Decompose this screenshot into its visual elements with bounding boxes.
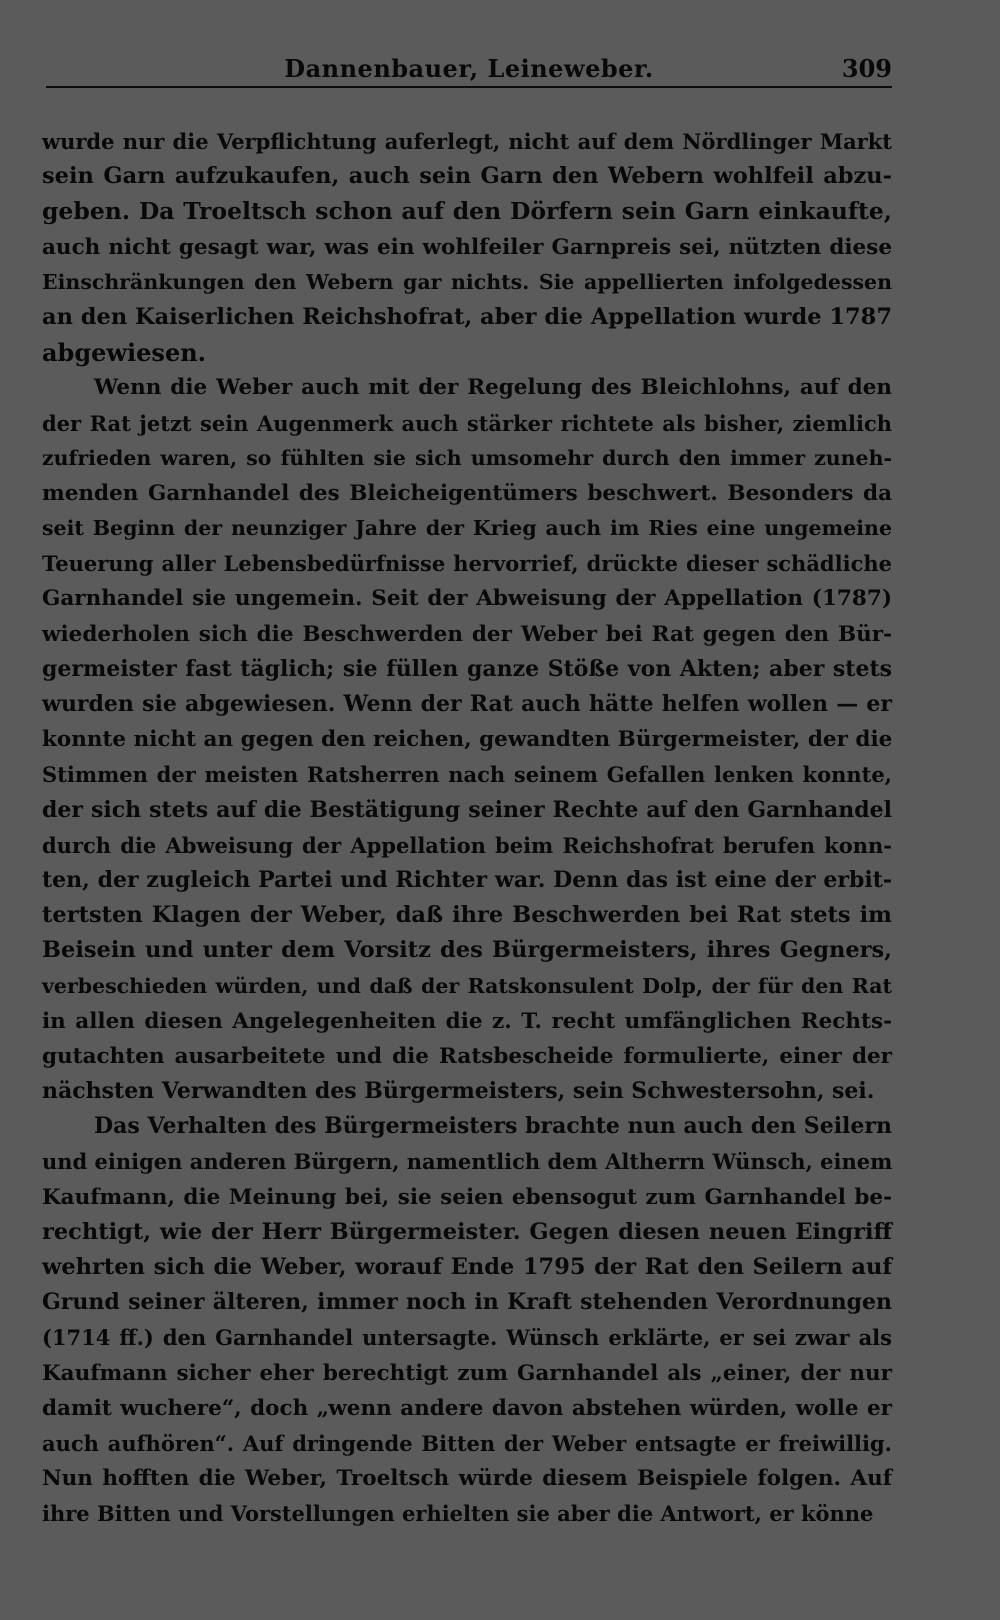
paragraph: [42, 1109, 892, 1531]
text-line: ten, der zugleich Partei und Richter war. Denn das ist eine der erbit-: [42, 866, 892, 893]
text-line: Stimmen der meisten Ratsherren nach seinem Gefallen lenken konnte,: [42, 762, 892, 788]
running-head: [46, 50, 892, 88]
text-line: konnte nicht an gegen den reichen, gewandten Bürgermeister, der die: [42, 727, 893, 753]
text-line: Nun hofften die Weber, Troeltsch würde diesem Beispiele folgen. Auf: [42, 1466, 892, 1492]
text-line: der Rat jetzt sein Augenmerk auch stärker richtete als bisher, ziemlich: [42, 410, 892, 436]
text-line: Das Verhalten des Bürgermeisters brachte nun auch den Seilern: [94, 1113, 892, 1140]
text-line: rechtigt, wie der Herr Bürgermeister. Gegen diesen neuen Eingriff: [42, 1218, 892, 1245]
text-line: Beisein und unter dem Vorsitz des Bürgermeisters, ihres Gegners,: [42, 937, 892, 964]
text-line: wurde nur die Verpflichtung auferlegt, nicht auf dem Nördlinger Markt: [42, 129, 892, 154]
text-line: menden Garnhandel des Bleicheigentümers beschwert. Besonders da: [42, 480, 892, 506]
body-text: [42, 124, 892, 1532]
text-line: wurden sie abgewiesen. Wenn der Rat auch hätte helfen wollen — er: [42, 691, 892, 717]
text-line: wiederholen sich die Beschwerden der Weber bei Rat gegen den Bür-: [42, 621, 892, 647]
text-line: (1714 ff.) den Garnhandel untersagte. Wünsch erklärte, er sei zwar als: [42, 1325, 892, 1351]
text-line: an den Kaiserlichen Reichshofrat, aber die Appellation wurde 1787: [42, 303, 892, 330]
text-line: tertsten Klagen der Weber, daß ihre Beschwerden bei Rat stets im: [42, 902, 892, 929]
text-line: verbeschieden würden, und daß der Ratskonsulent Dolp, der für den Rat: [42, 973, 892, 998]
text-line: Wenn die Weber auch mit der Regelung des Bleichlohns, auf den: [94, 375, 892, 401]
paragraph: [42, 124, 892, 370]
text-line: auch nicht gesagt war, was ein wohlfeiler Garnpreis sei, nützten diese: [42, 234, 892, 260]
text-line: Einschränkungen den Webern gar nichts. Sie appellierten infolgedessen: [42, 269, 892, 294]
running-head-title: Dannenbauer, Leineweber.: [284, 54, 654, 83]
text-line: Grund seiner älteren, immer noch in Kraft stehenden Verordnungen: [42, 1289, 892, 1316]
text-line: seit Beginn der neunziger Jahre der Krieg auch im Ries eine ungemeine: [42, 516, 892, 541]
text-line: gutachten ausarbeitete und die Ratsbescheide formulierte, einer der: [42, 1043, 892, 1069]
text-line: in allen diesen Angelegenheiten die z. T. recht umfänglichen Rechts-: [42, 1008, 892, 1034]
text-line: damit wuchere“, doch „wenn andere davon abstehen würden, wolle er: [42, 1395, 892, 1421]
text-line: der sich stets auf die Bestätigung seiner Rechte auf den Garnhandel: [42, 796, 892, 823]
text-line: auch aufhören“. Auf dringende Bitten der Weber entsagte er freiwillig.: [42, 1430, 892, 1456]
text-line: ihre Bitten und Vorstellungen erhielten sie aber die Antwort, er könne: [42, 1501, 874, 1527]
page-number: 309: [841, 54, 892, 83]
paragraph: [42, 370, 892, 1109]
text-line: abgewiesen.: [42, 338, 207, 368]
text-line: nächsten Verwandten des Bürgermeisters, sein Schwestersohn, sei.: [42, 1078, 875, 1105]
text-line: Garnhandel sie ungemein. Seit der Abweisung der Appellation (1787): [42, 586, 892, 612]
text-line: durch die Abweisung der Appellation beim Reichshofrat berufen konn-: [42, 832, 892, 858]
text-line: germeister fast täglich; sie füllen ganze Stöße von Akten; aber stets: [42, 655, 892, 682]
text-line: Kaufmann, die Meinung bei, sie seien ebensogut zum Garnhandel be-: [42, 1184, 892, 1210]
text-line: Teuerung aller Lebensbedürfnisse hervorrief, drückte dieser schädliche: [42, 551, 892, 577]
text-line: und einigen anderen Bürgern, namentlich dem Altherrn Wünsch, einem: [42, 1149, 893, 1175]
text-line: geben. Da Troeltsch schon auf den Dörfern sein Garn einkaufte,: [42, 197, 892, 226]
text-line: wehrten sich die Weber, worauf Ende 1795 der Rat den Seilern auf: [42, 1254, 892, 1280]
text-line: zufrieden waren, so fühlten sie sich umsomehr durch den immer zuneh-: [42, 445, 892, 470]
text-line: sein Garn aufzukaufen, auch sein Garn den Webern wohlfeil abzu-: [42, 163, 892, 190]
text-line: Kaufmann sicher eher berechtigt zum Garnhandel als „einer, der nur: [42, 1360, 892, 1386]
